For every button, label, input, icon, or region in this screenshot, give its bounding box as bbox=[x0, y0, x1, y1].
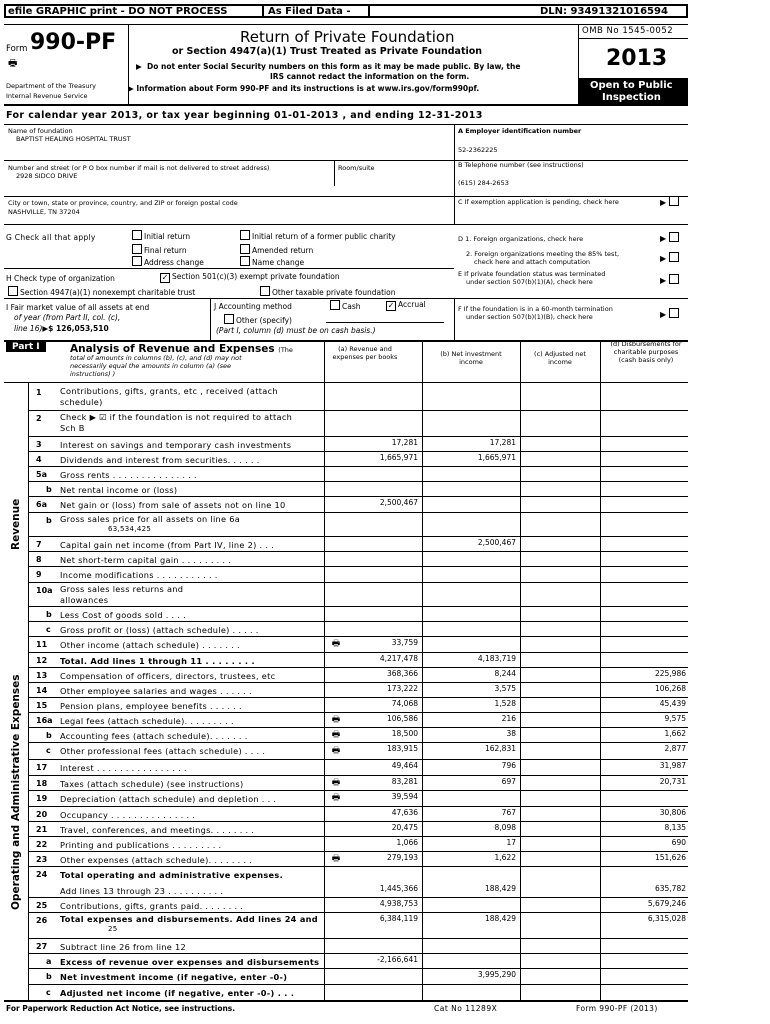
line-number: 21 bbox=[36, 825, 48, 834]
h-4947-check[interactable]: Section 4947(a)(1) nonexempt charitable trust bbox=[8, 286, 195, 297]
row-divider bbox=[28, 621, 688, 622]
ein-label: A Employer identification number bbox=[458, 127, 582, 135]
cell-d[interactable]: 151,626 bbox=[654, 853, 686, 862]
attachment-icon[interactable]: 🖶 bbox=[331, 714, 341, 725]
row-divider bbox=[28, 652, 688, 653]
amended-return-check[interactable]: Amended return bbox=[240, 244, 313, 255]
d2-label: 2. Foreign organizations meeting the 85% test, bbox=[466, 250, 620, 258]
line-label: Subtract line 26 from line 12 bbox=[60, 942, 187, 952]
line-label: Travel, conferences, and meetings. . . . . . . . bbox=[60, 825, 255, 835]
part1-desc-3: instructions) ) bbox=[70, 370, 116, 378]
line-number: 10a bbox=[36, 586, 53, 595]
col-d-header: (d) Disbursements for charitable purposes (cash basis only) bbox=[610, 340, 682, 364]
line-number: 14 bbox=[36, 686, 48, 695]
line-label-cont: allowances bbox=[60, 595, 109, 605]
phone-label: B Telephone number (see instructions) bbox=[458, 161, 584, 169]
line-label: Interest . . . . . . . . . . . . . . . . bbox=[60, 763, 187, 773]
cell-a[interactable]: 47,636 bbox=[391, 808, 418, 817]
row-divider bbox=[28, 496, 688, 497]
line-label: Add lines 13 through 23 . . . . . . . . . . bbox=[60, 886, 224, 896]
line-label: Capital gain net income (from Part IV, line 2) . . . bbox=[60, 540, 275, 550]
cell-b[interactable]: 1,622 bbox=[494, 853, 516, 862]
filed-label: As Filed Data - bbox=[268, 6, 351, 17]
line-label: Printing and publications . . . . . . . . . bbox=[60, 840, 222, 850]
row-divider bbox=[28, 775, 688, 776]
cell-a[interactable]: 74,068 bbox=[391, 699, 418, 708]
cell-d[interactable]: 690 bbox=[671, 838, 686, 847]
footer-left: For Paperwork Reduction Act Notice, see instructions. bbox=[6, 1004, 236, 1013]
city-value[interactable]: NASHVILLE, TN 37204 bbox=[8, 208, 80, 216]
row-divider bbox=[28, 466, 688, 467]
cell-a[interactable]: 33,759 bbox=[391, 638, 418, 647]
street-value[interactable]: 2928 SIDCO DRIVE bbox=[16, 172, 78, 180]
footer-right: Form 990-PF (2013) bbox=[576, 1004, 658, 1013]
cell-b[interactable]: 216 bbox=[501, 714, 516, 723]
e-checkbox[interactable]: ▶ bbox=[660, 274, 681, 285]
line-number: 19 bbox=[36, 794, 48, 803]
cell-a[interactable]: 4,938,753 bbox=[379, 899, 418, 908]
cell-a[interactable]: 1,665,971 bbox=[379, 453, 418, 462]
cell-b[interactable]: 1,528 bbox=[494, 699, 516, 708]
line-label: Less Cost of goods sold . . . . bbox=[60, 610, 187, 620]
cell-b[interactable]: 2,500,467 bbox=[477, 538, 516, 547]
line-label: Other professional fees (attach schedule) . . . . bbox=[60, 746, 266, 756]
part1-tag: Part I bbox=[6, 342, 46, 352]
row-divider bbox=[28, 582, 688, 583]
row-divider bbox=[28, 536, 688, 537]
row-divider bbox=[28, 851, 688, 852]
line-number: b bbox=[46, 972, 52, 981]
form-page bbox=[4, 4, 688, 1016]
line-number: 13 bbox=[36, 671, 48, 680]
cell-d[interactable]: 1,662 bbox=[664, 729, 686, 738]
line-label: Pension plans, employee benefits . . . . . . bbox=[60, 701, 242, 711]
table-row bbox=[28, 697, 688, 712]
room-label: Room/suite bbox=[338, 164, 375, 172]
line-number: b bbox=[46, 731, 52, 740]
row-divider bbox=[28, 727, 688, 728]
foundation-name-label: Name of foundation bbox=[8, 127, 73, 135]
cell-d[interactable]: 45,439 bbox=[659, 699, 686, 708]
cell-d[interactable]: 20,731 bbox=[659, 777, 686, 786]
line-number: 17 bbox=[36, 763, 48, 772]
cell-a[interactable]: 368,366 bbox=[386, 669, 418, 678]
table-row bbox=[28, 938, 688, 953]
dept-irs: Internal Revenue Service bbox=[6, 92, 88, 100]
row-divider bbox=[28, 667, 688, 668]
table-row bbox=[28, 512, 688, 536]
part1-desc-1: total of amounts in columns (b), (c), and (d) may not bbox=[70, 354, 242, 362]
row-divider bbox=[28, 712, 688, 713]
line-label: Excess of revenue over expenses and disbursements bbox=[60, 957, 320, 967]
cell-b[interactable]: 3,995,290 bbox=[477, 970, 516, 979]
row-divider bbox=[28, 953, 688, 954]
foundation-name[interactable]: BAPTIST HEALING HOSPITAL TRUST bbox=[16, 135, 131, 143]
row-divider bbox=[28, 606, 688, 607]
cell-a[interactable]: -2,166,641 bbox=[377, 955, 418, 964]
cell-b[interactable]: 3,575 bbox=[494, 684, 516, 693]
line-number: 12 bbox=[36, 656, 48, 665]
line-label: Interest on savings and temporary cash investments bbox=[60, 440, 292, 450]
attachment-icon[interactable]: 🖶 bbox=[331, 793, 341, 803]
attachment-icon[interactable]: 🖶 bbox=[331, 745, 341, 756]
attachment-icon[interactable]: 🖶 bbox=[331, 853, 341, 864]
line-label: Gross profit or (loss) (attach schedule) . . . . . bbox=[60, 625, 259, 635]
e-label-2: under section 507(b)(1)(A), check here bbox=[466, 278, 593, 286]
d1-checkbox[interactable]: ▶ bbox=[660, 232, 681, 243]
cell-d[interactable]: 30,806 bbox=[659, 808, 686, 817]
line-label: Other employee salaries and wages . . . . . . bbox=[60, 686, 252, 696]
line-label: Total expenses and disbursements. Add lines 24 and bbox=[60, 914, 318, 924]
line-number: 4 bbox=[36, 455, 42, 464]
part1-title: Analysis of Revenue and Expenses (The bbox=[70, 343, 293, 355]
cell-a[interactable]: 17,281 bbox=[391, 438, 418, 447]
cell-a[interactable]: 106,586 bbox=[386, 714, 418, 723]
f-checkbox[interactable]: ▶ bbox=[660, 308, 681, 319]
cell-a[interactable]: 1,066 bbox=[396, 838, 418, 847]
address-change-check[interactable]: Address change bbox=[132, 256, 204, 267]
line-label: Other expenses (attach schedule). . . . . . . . bbox=[60, 855, 253, 865]
line-label: Other income (attach schedule) . . . . . . . bbox=[60, 640, 240, 650]
initial-return-check[interactable]: Initial return bbox=[132, 230, 190, 241]
table-row bbox=[28, 821, 688, 836]
cell-b[interactable]: 17,281 bbox=[489, 438, 516, 447]
row-divider bbox=[28, 897, 688, 898]
table-row bbox=[28, 836, 688, 851]
line-number: c bbox=[46, 988, 51, 997]
form-subtitle: or Section 4947(a)(1) Trust Treated as Private Foundation bbox=[172, 46, 483, 57]
line-label: Dividends and interest from securities. . . . . . bbox=[60, 455, 260, 465]
form-number: 990-PF bbox=[30, 30, 117, 55]
cell-a[interactable]: 4,217,478 bbox=[379, 654, 418, 663]
line-label-cont: 63,534,425 bbox=[108, 525, 152, 533]
cell-a[interactable]: 2,500,467 bbox=[379, 498, 418, 507]
dept-treasury: Department of the Treasury bbox=[6, 82, 97, 90]
row-divider bbox=[28, 866, 688, 867]
open-public-2: Inspection bbox=[602, 92, 661, 103]
line-label: Gross rents . . . . . . . . . . . . . . . bbox=[60, 470, 197, 480]
info-note: ▶ Information about Form 990-PF and its instructions is at www.irs.gov/form990pf. bbox=[128, 84, 480, 93]
table-row bbox=[28, 775, 688, 790]
cell-d[interactable]: 8,135 bbox=[664, 823, 686, 832]
form-prefix: Form bbox=[6, 44, 28, 54]
cell-a[interactable]: 49,464 bbox=[391, 761, 418, 770]
cell-b[interactable]: 8,244 bbox=[494, 669, 516, 678]
line-label: Total. Add lines 1 through 11 . . . . . . . . bbox=[60, 656, 255, 666]
table-row bbox=[28, 566, 688, 582]
table-row bbox=[28, 652, 688, 667]
line-number: 27 bbox=[36, 942, 48, 951]
table-row bbox=[28, 621, 688, 636]
line-label: Income modifications . . . . . . . . . . . bbox=[60, 570, 218, 580]
table-row bbox=[28, 667, 688, 682]
d2-label-2: check here and attach computation bbox=[474, 258, 591, 266]
row-divider bbox=[28, 938, 688, 939]
line-label: Contributions, gifts, grants, etc , received (attach bbox=[60, 386, 278, 396]
table-row bbox=[28, 897, 688, 912]
table-row bbox=[28, 582, 688, 606]
line-label-cont: schedule) bbox=[60, 397, 103, 407]
line-number: c bbox=[46, 625, 51, 634]
table-row bbox=[28, 806, 688, 821]
j-note: (Part I, column (d) must be on cash basis.) bbox=[216, 326, 376, 335]
table-row bbox=[28, 912, 688, 938]
f-label: F If the foundation is in a 60-month termination bbox=[458, 305, 613, 313]
form-title: Return of Private Foundation bbox=[240, 28, 455, 46]
d2-checkbox[interactable]: ▶ bbox=[660, 252, 681, 263]
cell-b[interactable]: 188,429 bbox=[484, 914, 516, 923]
line-number: 2 bbox=[36, 414, 42, 423]
i-label: I Fair market value of all assets at end bbox=[6, 303, 150, 312]
line-label: Accounting fees (attach schedule). . . . . . . bbox=[60, 731, 248, 741]
row-divider bbox=[28, 836, 688, 837]
cell-b[interactable]: 162,831 bbox=[484, 744, 516, 753]
row-divider bbox=[28, 410, 688, 411]
row-divider bbox=[28, 742, 688, 743]
line-number: 11 bbox=[36, 640, 48, 649]
table-row bbox=[28, 953, 688, 968]
line-label: Net rental income or (loss) bbox=[60, 485, 178, 495]
line-number: 8 bbox=[36, 555, 42, 564]
cell-b[interactable]: 796 bbox=[501, 761, 516, 770]
phone-value[interactable]: (615) 284-2653 bbox=[458, 179, 509, 187]
line-label: Net gain or (loss) from sale of assets not on line 10 bbox=[60, 500, 286, 510]
open-public-1: Open to Public bbox=[590, 80, 673, 91]
c-checkbox[interactable]: ▶ bbox=[660, 196, 681, 207]
cell-a[interactable]: 279,193 bbox=[386, 853, 418, 862]
table-row bbox=[28, 790, 688, 806]
line-label: Net short-term capital gain . . . . . . . . . bbox=[60, 555, 232, 565]
e-label: E If private foundation status was terminated bbox=[458, 270, 606, 278]
table-row bbox=[28, 682, 688, 697]
cell-b[interactable]: 1,665,971 bbox=[477, 453, 516, 462]
line-number: 1 bbox=[36, 388, 42, 397]
col-b-header: (b) Net investment income bbox=[440, 350, 502, 366]
line-label: Net investment income (if negative, enter -0-) bbox=[60, 972, 288, 982]
cash-check[interactable]: Cash bbox=[330, 300, 361, 311]
line-label: Gross sales less returns and bbox=[60, 584, 184, 594]
cell-b[interactable]: 8,098 bbox=[494, 823, 516, 832]
cell-a[interactable]: 6,384,119 bbox=[379, 914, 418, 923]
line-number: 23 bbox=[36, 855, 48, 864]
line-number: 16a bbox=[36, 716, 53, 725]
line-number: 15 bbox=[36, 701, 48, 710]
i-label-3: line 16)▶$ 126,053,510 bbox=[14, 324, 109, 333]
row-divider bbox=[28, 566, 688, 567]
cell-a[interactable]: 18,500 bbox=[391, 729, 418, 738]
initial-former-check[interactable]: Initial return of a former public charity bbox=[240, 230, 396, 241]
other-method-check[interactable]: Other (specify) bbox=[224, 314, 292, 325]
line-label-cont: 25 bbox=[108, 925, 118, 933]
row-divider bbox=[28, 481, 688, 482]
line-number: b bbox=[46, 485, 52, 494]
line-number: 22 bbox=[36, 840, 48, 849]
table-row bbox=[28, 727, 688, 742]
cell-b[interactable]: 38 bbox=[506, 729, 516, 738]
line-number: b bbox=[46, 610, 52, 619]
line-number: 20 bbox=[36, 810, 48, 819]
table-row bbox=[28, 536, 688, 551]
row-divider bbox=[28, 912, 688, 913]
side-label-expenses: Operating and Administrative Expenses bbox=[10, 674, 22, 910]
line-number: 6a bbox=[36, 500, 47, 509]
cell-d[interactable]: 6,315,028 bbox=[647, 914, 686, 923]
line-number: 3 bbox=[36, 440, 42, 449]
final-return-check[interactable]: Final return bbox=[132, 244, 187, 255]
calendar-year: For calendar year 2013, or tax year beginning 01-01-2013 , and ending 12-31-2013 bbox=[6, 110, 483, 121]
h-501c3-check[interactable]: ✓ Section 501(c)(3) exempt private foundation bbox=[161, 272, 340, 282]
table-row bbox=[28, 481, 688, 496]
ssn-note: ▶ Do not enter Social Security numbers on this form as it may be made public. By law, the bbox=[136, 62, 521, 71]
cell-a[interactable]: 20,475 bbox=[391, 823, 418, 832]
table-row bbox=[28, 968, 688, 984]
table-row bbox=[28, 712, 688, 727]
cell-b[interactable]: 4,183,719 bbox=[477, 654, 516, 663]
cell-b[interactable]: 767 bbox=[501, 808, 516, 817]
line-label: Check ▶ ☑ if the foundation is not required to attach bbox=[60, 412, 293, 422]
col-c-header: (c) Adjusted net income bbox=[534, 350, 586, 366]
side-label-revenue: Revenue bbox=[10, 498, 22, 550]
line-label: Contributions, gifts, grants paid. . . . . . . . bbox=[60, 901, 244, 911]
attachment-icon[interactable]: 🖶 bbox=[331, 777, 341, 788]
table-row bbox=[28, 606, 688, 621]
line-number: 9 bbox=[36, 570, 42, 579]
table-row bbox=[28, 882, 688, 897]
part1-desc-2: necessarily equal the amounts in column (a) (see bbox=[70, 362, 232, 370]
accrual-check[interactable]: ✓ Accrual bbox=[387, 300, 426, 310]
efile-label: efile GRAPHIC print - DO NOT PROCESS bbox=[8, 6, 228, 17]
cell-a[interactable]: 1,445,366 bbox=[379, 884, 418, 893]
line-label: Gross sales price for all assets on line 6a bbox=[60, 514, 241, 524]
d1-label: D 1. Foreign organizations, check here bbox=[458, 235, 584, 243]
table-row bbox=[28, 451, 688, 466]
line-label: Legal fees (attach schedule). . . . . . . . . bbox=[60, 716, 234, 726]
cell-a[interactable]: 183,915 bbox=[386, 744, 418, 753]
cell-d[interactable]: 31,987 bbox=[659, 761, 686, 770]
table-row bbox=[28, 759, 688, 775]
street-label: Number and street (or P O box number if mail is not delivered to street address) bbox=[8, 164, 270, 172]
cell-d[interactable]: 635,782 bbox=[654, 884, 686, 893]
table-row bbox=[28, 851, 688, 866]
table-row bbox=[28, 636, 688, 652]
cell-b[interactable]: 188,429 bbox=[484, 884, 516, 893]
col-a-header: (a) Revenue and expenses per books bbox=[332, 345, 398, 361]
table-row bbox=[28, 384, 688, 410]
line-label-cont: Sch B bbox=[60, 423, 85, 433]
table-row bbox=[28, 496, 688, 512]
row-divider bbox=[28, 451, 688, 452]
cell-a[interactable]: 83,281 bbox=[391, 777, 418, 786]
h-other-check[interactable]: Other taxable private foundation bbox=[260, 286, 395, 297]
line-number: 26 bbox=[36, 916, 48, 925]
footer-cat: Cat No 11289X bbox=[434, 1004, 498, 1013]
cell-d[interactable]: 9,575 bbox=[664, 714, 686, 723]
line-number: 5a bbox=[36, 470, 47, 479]
c-label: C If exemption application is pending, check here bbox=[458, 198, 619, 206]
table-row bbox=[28, 984, 688, 1000]
form-icon: 🖶 bbox=[8, 58, 18, 69]
line-label: Depreciation (attach schedule) and depletion . . . bbox=[60, 794, 277, 804]
row-divider bbox=[28, 821, 688, 822]
row-divider bbox=[28, 551, 688, 552]
attachment-icon[interactable]: 🖶 bbox=[331, 729, 341, 740]
row-divider bbox=[28, 436, 688, 437]
name-change-check[interactable]: Name change bbox=[240, 256, 304, 267]
g-label: G Check all that apply bbox=[6, 233, 96, 242]
line-label: Total operating and administrative expenses. bbox=[60, 870, 283, 880]
row-divider bbox=[28, 968, 688, 969]
f-label-2: under section 507(b)(1)(B), check here bbox=[466, 313, 593, 321]
row-divider bbox=[28, 636, 688, 637]
row-divider bbox=[28, 512, 688, 513]
cell-d[interactable]: 5,679,246 bbox=[647, 899, 686, 908]
table-row bbox=[28, 436, 688, 451]
table-row bbox=[28, 410, 688, 436]
line-number: 24 bbox=[36, 870, 48, 879]
ssn-note-2: IRS cannot redact the information on the form. bbox=[270, 72, 470, 81]
cell-d[interactable]: 225,986 bbox=[654, 669, 686, 678]
cell-d[interactable]: 2,877 bbox=[664, 744, 686, 753]
line-number: 25 bbox=[36, 901, 48, 910]
line-label: Compensation of officers, directors, trustees, etc bbox=[60, 671, 276, 681]
line-number: c bbox=[46, 746, 51, 755]
ein-value[interactable]: 52-2362225 bbox=[458, 146, 498, 154]
row-divider bbox=[28, 806, 688, 807]
cell-d[interactable]: 106,268 bbox=[654, 684, 686, 693]
cell-b[interactable]: 17 bbox=[506, 838, 516, 847]
cell-a[interactable]: 173,222 bbox=[386, 684, 418, 693]
line-number: a bbox=[46, 957, 52, 966]
line-number: 7 bbox=[36, 540, 42, 549]
line-label: Adjusted net income (if negative, enter -0-) . . . bbox=[60, 988, 295, 998]
dln-label: DLN: 93491321016594 bbox=[540, 6, 668, 17]
row-divider bbox=[28, 984, 688, 985]
table-row bbox=[28, 466, 688, 481]
attachment-icon[interactable]: 🖶 bbox=[331, 639, 341, 649]
line-number: 18 bbox=[36, 779, 48, 788]
row-divider bbox=[28, 790, 688, 791]
table-row bbox=[28, 742, 688, 759]
line-label: Occupancy . . . . . . . . . . . . . . . bbox=[60, 810, 196, 820]
row-divider bbox=[28, 697, 688, 698]
h-label: H Check type of organization bbox=[6, 274, 115, 283]
j-label: J Accounting method bbox=[214, 302, 292, 311]
i-label-2: of year (from Part II, col. (c), bbox=[14, 313, 121, 322]
table-row bbox=[28, 866, 688, 882]
city-label: City or town, state or province, country, and ZIP or foreign postal code bbox=[8, 199, 238, 207]
cell-a[interactable]: 39,594 bbox=[391, 792, 418, 801]
omb-number: OMB No 1545-0052 bbox=[582, 26, 674, 36]
line-label: Taxes (attach schedule) (see instructions) bbox=[60, 779, 244, 789]
tax-year: 2013 bbox=[606, 46, 668, 71]
table-row bbox=[28, 551, 688, 566]
line-number: b bbox=[46, 516, 52, 525]
row-divider bbox=[28, 682, 688, 683]
cell-b[interactable]: 697 bbox=[501, 777, 516, 786]
row-divider bbox=[28, 759, 688, 760]
